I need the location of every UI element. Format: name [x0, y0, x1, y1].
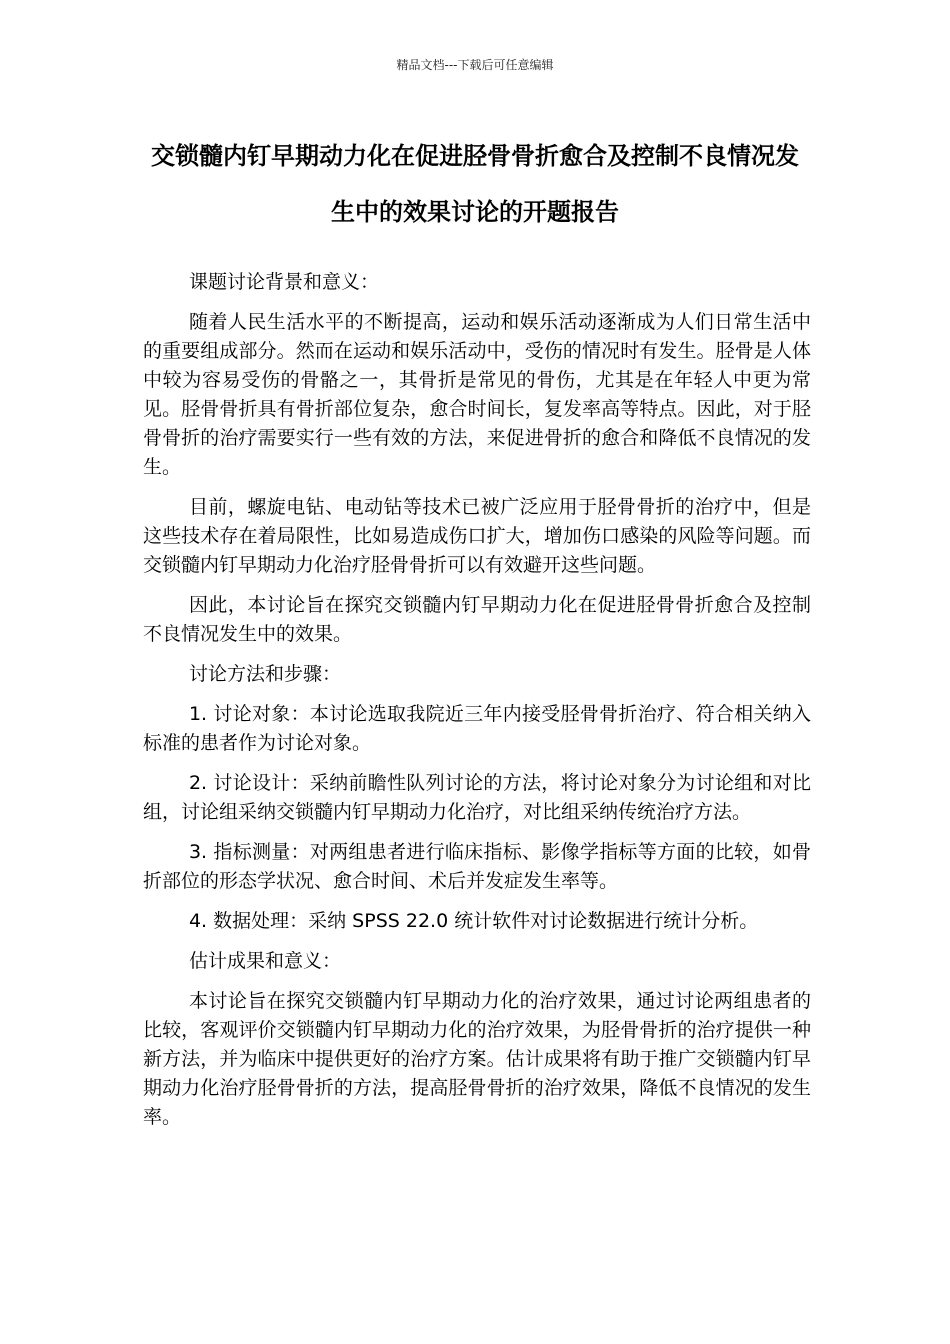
method-step-subjects: 1. 讨论对象：本讨论选取我院近三年内接受胫骨骨折治疗、符合相关纳入标准的患者作为讨论对象。 [143, 703, 811, 754]
paragraph-current-techniques: 目前，螺旋电钻、电动钻等技术已被广泛应用于胫骨骨折的治疗中，但是这些技术存在着局限性，比如易造成伤口扩大，增加伤口感染的风险等问题。而交锁髓内钉早期动力化治疗胫骨骨折可以有效避开这些问题。 [143, 496, 811, 576]
paragraph-research-aim: 因此，本讨论旨在探究交锁髓内钉早期动力化在促进胫骨骨折愈合及控制不良情况发生中的效果。 [143, 594, 811, 645]
method-step-measurement: 3. 指标测量：对两组患者进行临床指标、影像学指标等方面的比较，如骨折部位的形态学状况、愈合时间、术后并发症发生率等。 [143, 841, 811, 892]
section-heading-methods: 讨论方法和步骤： [188, 663, 341, 685]
method-step-data-processing: 4. 数据处理：采纳 SPSS 22.0 统计软件对讨论数据进行统计分析。 [188, 910, 759, 932]
section-heading-expected-results: 估计成果和意义： [188, 950, 341, 972]
paragraph-background: 随着人民生活水平的不断提高，运动和娱乐活动逐渐成为人们日常生活中的重要组成部分。然而在运动和娱乐活动中，受伤的情况时有发生。胫骨是人体中较为容易受伤的骨骼之一，其骨折是常见的骨伤，尤其是在年轻人中更为常见。胫骨骨折具有骨折部位复杂，愈合时间长，复发率高等特点。因此，对于胫骨骨折的治疗需要实行一些有效的方法，来促进骨折的愈合和降低不良情况的发生。 [143, 311, 811, 478]
document-body [143, 268, 811, 1143]
paragraph-expected-results: 本讨论旨在探究交锁髓内钉早期动力化的治疗效果，通过讨论两组患者的比较，客观评价交锁髓内钉早期动力化的治疗效果，为胫骨骨折的治疗提供一种新方法，并为临床中提供更好的治疗方案。估计成果将有助于推广交锁髓内钉早期动力化治疗胫骨骨折的方法，提高胫骨骨折的治疗效果，降低不良情况的发生率。 [143, 990, 811, 1128]
page-header-watermark: 精品文档---下载后可任意编辑 [396, 58, 554, 72]
method-step-design: 2. 讨论设计：采纳前瞻性队列讨论的方法，将讨论对象分为讨论组和对比组，讨论组采纳交锁髓内钉早期动力化治疗，对比组采纳传统治疗方法。 [143, 772, 811, 823]
section-heading-background: 课题讨论背景和意义： [188, 271, 379, 293]
document-title: 交锁髓内钉早期动力化在促进胫骨骨折愈合及控制不良情况发生中的效果讨论的开题报告 [151, 142, 799, 226]
